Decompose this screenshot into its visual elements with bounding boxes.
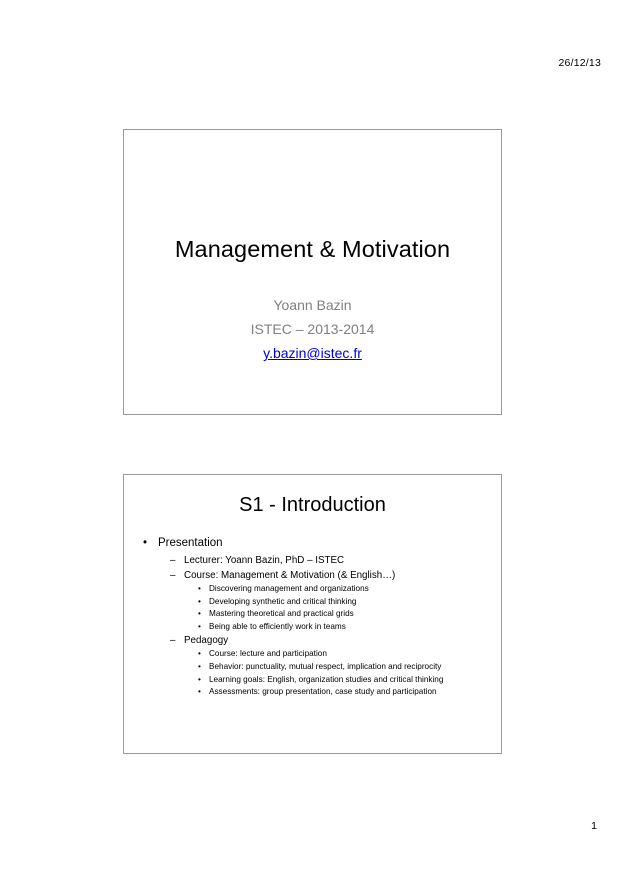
list-item (196, 608, 489, 621)
slide-2-title: S1 - Introduction (239, 494, 386, 516)
list-item (196, 621, 489, 634)
bullet-text: • Behavior: punctuality, mutual respect, implication and reciprocity (209, 662, 441, 671)
bullet-text: – Lecturer: Yoann Bazin, PhD – ISTEC (184, 555, 344, 566)
slide-title-slide (123, 129, 502, 415)
bullet-list-level-3 (196, 583, 489, 633)
bullet-text: • Assessments: group presentation, case study and participation (209, 687, 437, 696)
slide-introduction (123, 474, 502, 754)
bullet-list-level-2 (168, 553, 489, 699)
list-item (168, 633, 489, 698)
bullet-text: – Pedagogy (184, 635, 228, 646)
slide-1-title: Management & Motivation (174, 236, 451, 262)
bullet-list-level-1 (140, 535, 489, 699)
bullet-text: • Course: lecture and participation (209, 649, 327, 658)
slide-1-email-line (124, 345, 501, 363)
list-item (196, 583, 489, 596)
slide-1-author: Yoann Bazin (273, 297, 352, 313)
slide-2-content (140, 535, 489, 700)
slide-1-institution: ISTEC – 2013-2014 (250, 321, 375, 337)
page-number: 1 (591, 820, 597, 832)
bullet-text: • Developing synthetic and critical thinking (209, 597, 356, 606)
list-item (196, 674, 489, 687)
bullet-text: • Presentation (158, 537, 223, 549)
list-item (196, 648, 489, 661)
list-item (168, 553, 489, 568)
list-item (168, 568, 489, 633)
bullet-list-level-3 (196, 648, 489, 698)
bullet-text: • Learning goals: English, organization studies and critical thinking (209, 675, 443, 684)
list-item (196, 686, 489, 699)
bullet-text: • Being able to efficiently work in teams (209, 622, 346, 631)
document-date: 26/12/13 (558, 57, 601, 69)
email-link[interactable]: y.bazin@istec.fr (263, 345, 362, 361)
bullet-text: • Mastering theoretical and practical grids (209, 609, 354, 618)
bullet-text: – Course: Management & Motivation (& English…) (184, 570, 395, 581)
list-item (140, 535, 489, 699)
list-item (196, 661, 489, 674)
list-item (196, 596, 489, 609)
bullet-text: • Discovering management and organizations (209, 584, 369, 593)
